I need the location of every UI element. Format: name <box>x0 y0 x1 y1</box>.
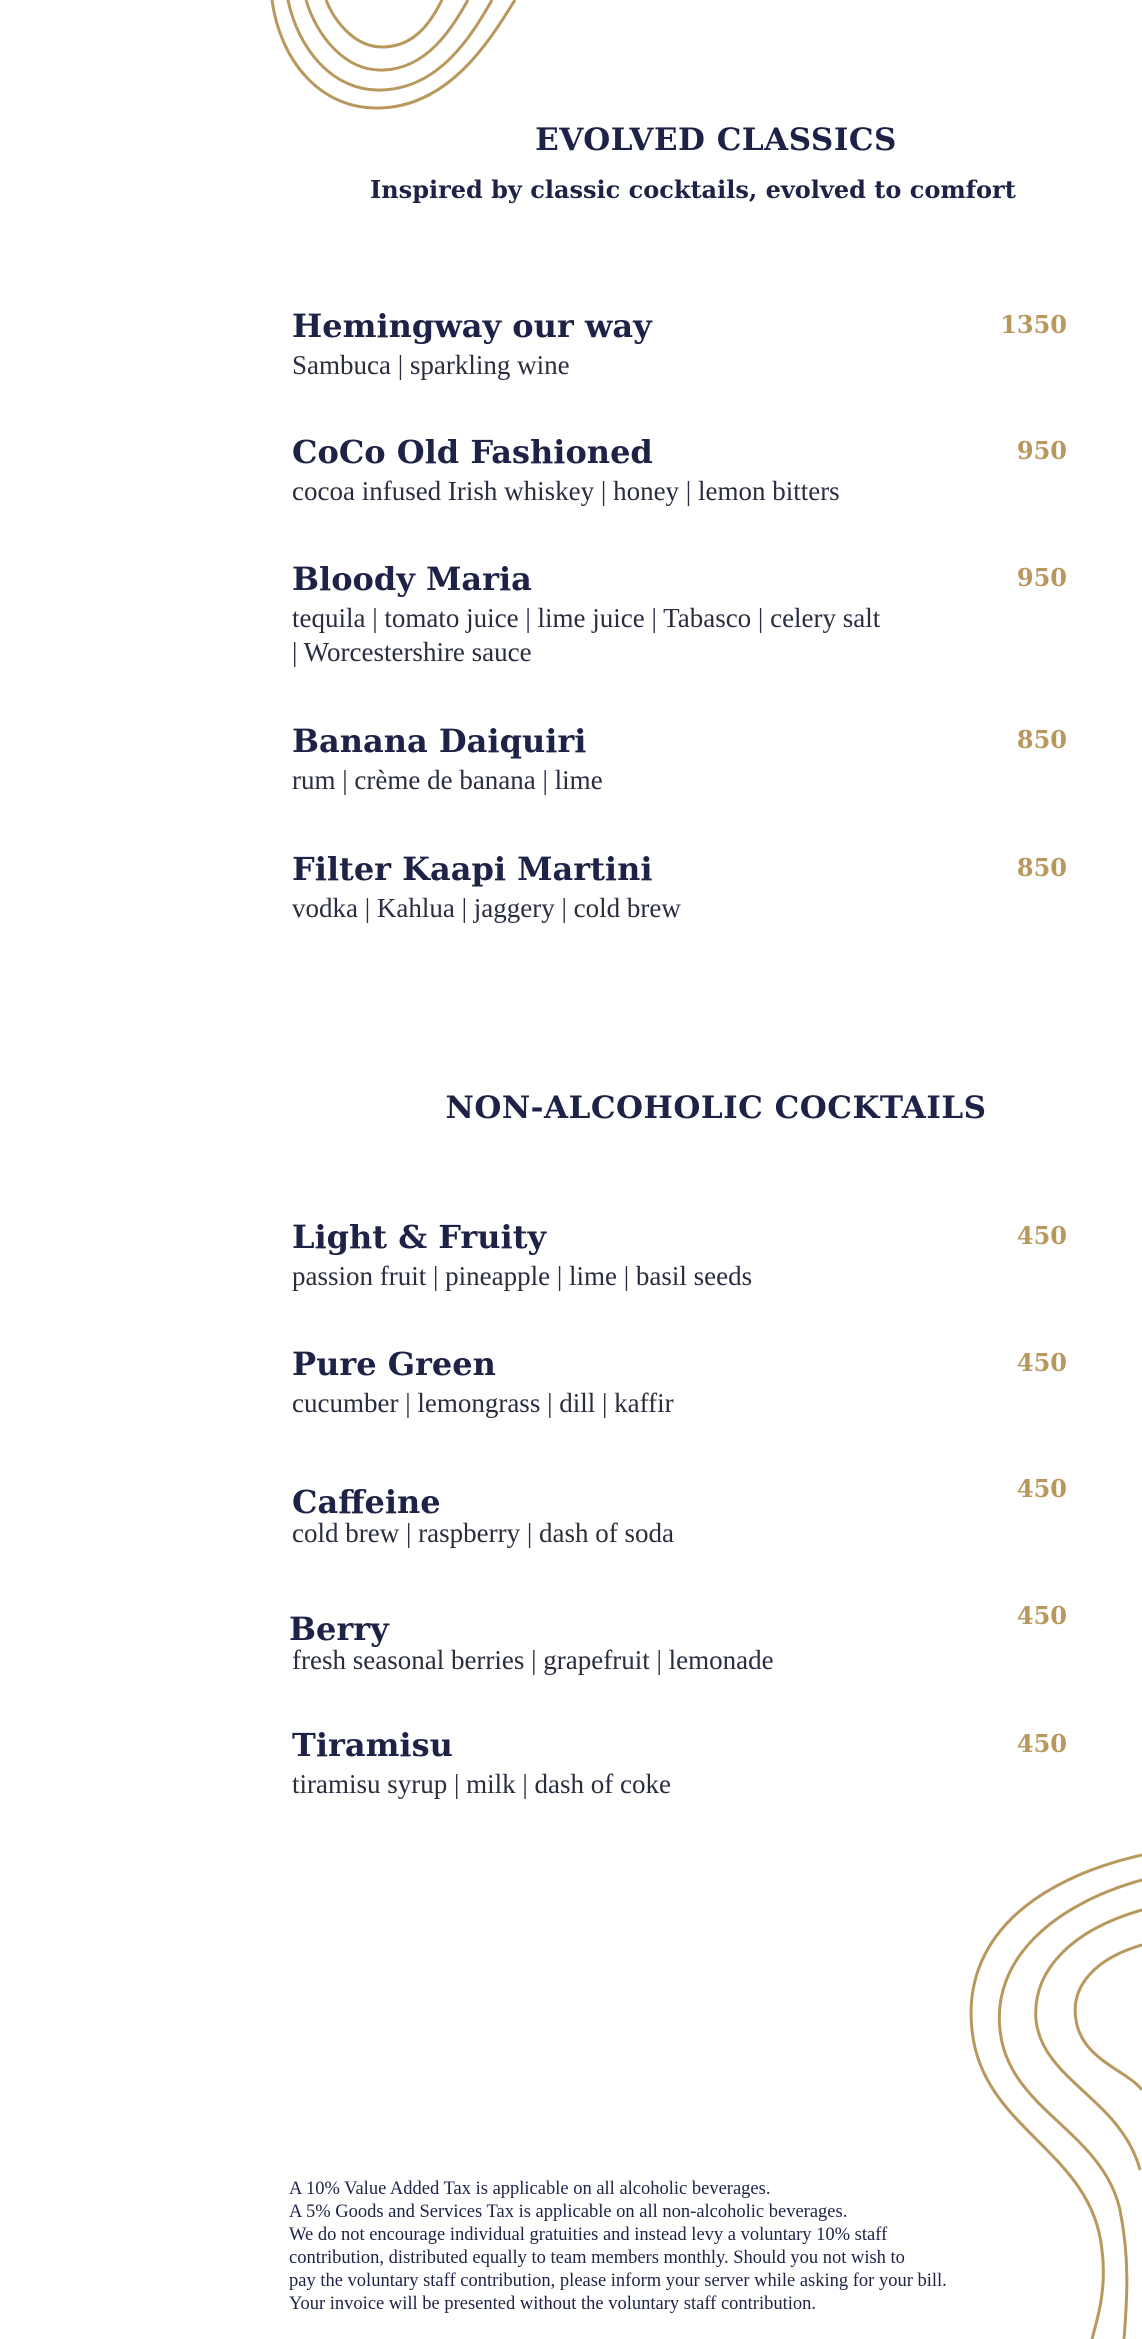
item-price: 450 <box>1016 1474 1067 1503</box>
item-price: 1350 <box>1000 310 1067 339</box>
item-price: 450 <box>1016 1348 1067 1377</box>
item-description: cucumber | lemongrass | dill | kaffir <box>292 1388 674 1418</box>
menu-item <box>292 1725 1067 1801</box>
decorative-swirl-top <box>260 0 540 120</box>
menu-item <box>292 1217 1067 1293</box>
item-price: 450 <box>1016 1221 1067 1250</box>
footer-line: A 10% Value Added Tax is applicable on all alcoholic beverages. <box>289 2179 771 2199</box>
item-price: 950 <box>1016 563 1067 592</box>
footer-line: Your invoice will be presented without the voluntary staff contribution. <box>289 2294 816 2314</box>
item-description: tiramisu syrup | milk | dash of coke <box>292 1769 672 1799</box>
item-price: 950 <box>1016 436 1067 465</box>
item-name: Bloody Maria <box>292 560 532 598</box>
section-subtitle: Inspired by classic cocktails, evolved to comfort <box>370 175 1016 204</box>
item-description: vodka | Kahlua | jaggery | cold brew <box>292 893 681 923</box>
footer-line: contribution, distributed equally to team members monthly. Should you not wish to <box>289 2248 905 2268</box>
menu-item <box>292 849 1067 925</box>
item-description: rum | crème de banana | lime <box>292 765 603 795</box>
item-description: tequila | tomato juice | lime juice | Tabasco | celery salt | Worcestershire sauce <box>292 603 881 667</box>
menu-item <box>292 1344 1067 1420</box>
item-name: Pure Green <box>292 1345 496 1383</box>
menu-item <box>292 721 1067 797</box>
menu-item <box>292 1474 1067 1550</box>
item-name: Light & Fruity <box>292 1218 547 1256</box>
menu-item <box>292 559 1067 669</box>
footer-line: A 5% Goods and Services Tax is applicable on all non-alcoholic beverages. <box>289 2202 848 2222</box>
item-description: passion fruit | pineapple | lime | basil seeds <box>292 1261 753 1291</box>
item-price: 850 <box>1016 725 1067 754</box>
item-description: fresh seasonal berries | grapefruit | lemonade <box>292 1645 774 1675</box>
footer-line: We do not encourage individual gratuities and instead levy a voluntary 10% staff <box>289 2225 888 2245</box>
menu-item <box>289 1601 1067 1677</box>
item-name: Caffeine <box>292 1483 441 1521</box>
footer-notes <box>289 2178 1079 2316</box>
item-name: Banana Daiquiri <box>292 722 587 760</box>
item-name: Berry <box>289 1610 389 1648</box>
item-name: CoCo Old Fashioned <box>292 433 653 471</box>
menu-item <box>292 432 1067 508</box>
item-name: Tiramisu <box>292 1726 453 1764</box>
item-name: Filter Kaapi Martini <box>292 850 653 888</box>
item-price: 850 <box>1016 853 1067 882</box>
footer-line: pay the voluntary staff contribution, please inform your server while asking for your bill. <box>289 2271 947 2291</box>
item-description: Sambuca | sparkling wine <box>292 350 570 380</box>
item-price: 450 <box>1016 1601 1067 1630</box>
item-description: cold brew | raspberry | dash of soda <box>292 1518 674 1548</box>
section-title-evolved-classics: EVOLVED CLASSICS <box>535 122 897 158</box>
item-description: cocoa infused Irish whiskey | honey | lemon bitters <box>292 476 840 506</box>
menu-item <box>292 306 1067 382</box>
item-price: 450 <box>1016 1729 1067 1758</box>
item-name: Hemingway our way <box>292 307 652 345</box>
section-title-non-alcoholic: NON-ALCOHOLIC COCKTAILS <box>445 1090 987 1126</box>
